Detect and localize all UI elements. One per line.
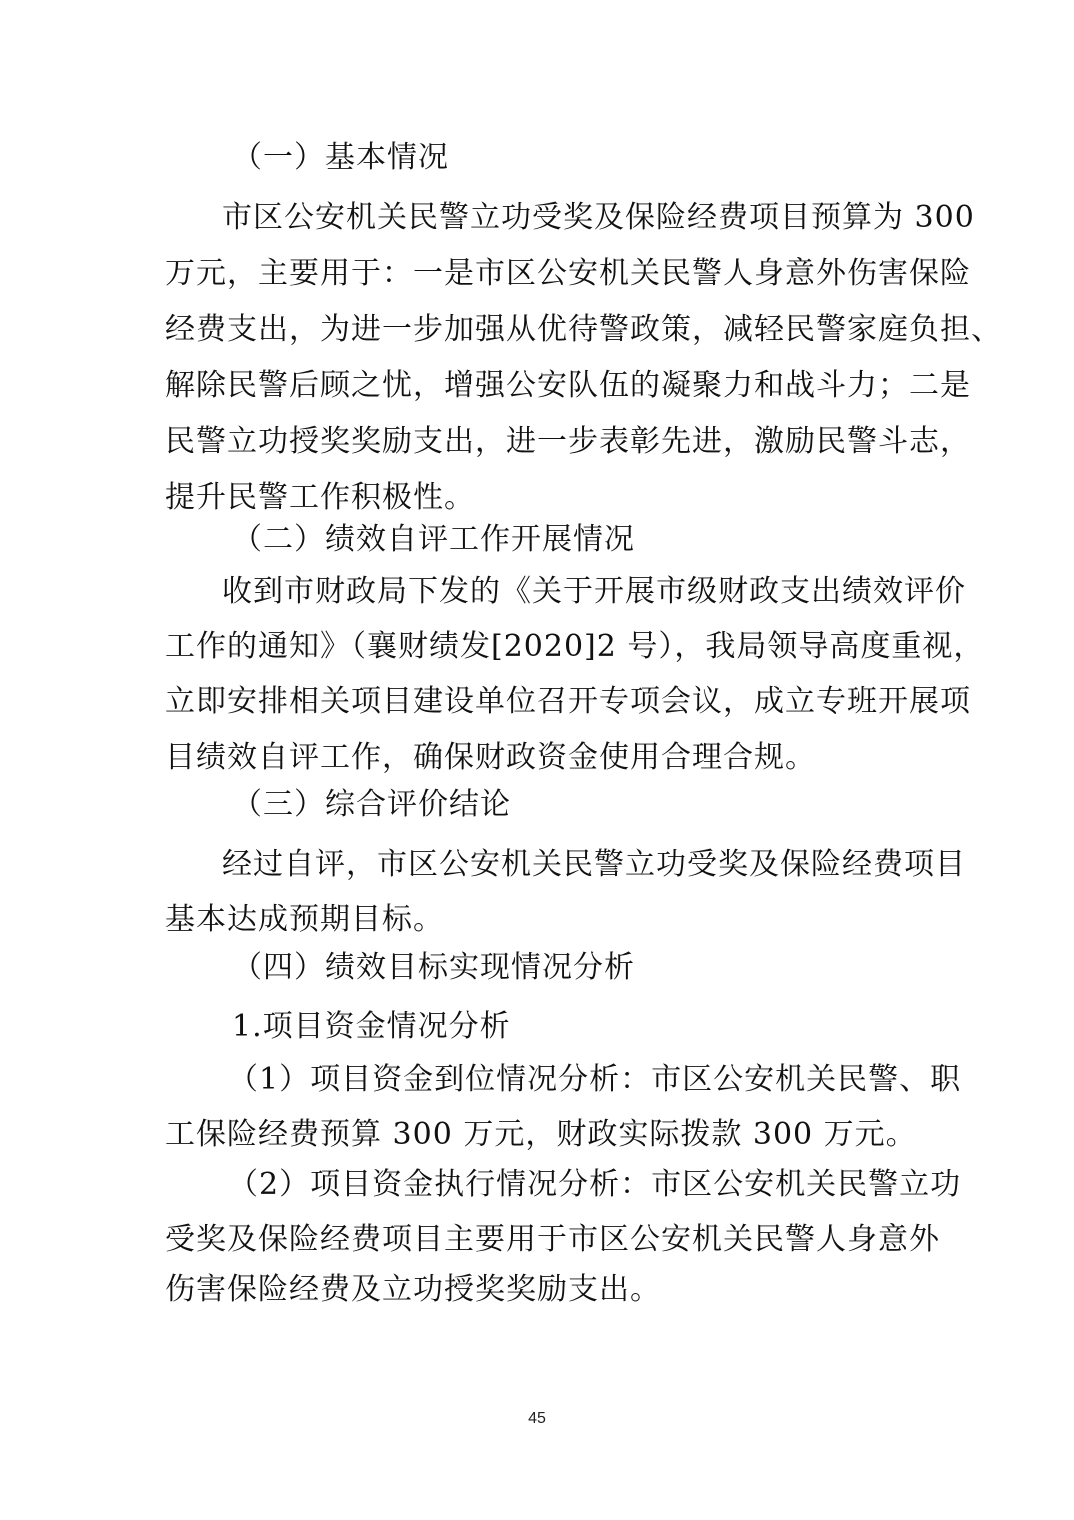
section-heading-4: （四）绩效目标实现情况分析 xyxy=(232,950,635,985)
paragraph-line: （2）项目资金执行情况分析：市区公安机关民警立功 xyxy=(228,1167,962,1202)
section-heading-2: （二）绩效自评工作开展情况 xyxy=(232,522,635,557)
paragraph-line: 受奖及保险经费项目主要用于市区公安机关民警人身意外 xyxy=(165,1222,940,1257)
paragraph-line: 基本达成预期目标。 xyxy=(165,902,444,937)
section-heading-3: （三）综合评价结论 xyxy=(232,787,511,822)
paragraph-line: 提升民警工作积极性。 xyxy=(165,480,475,515)
page-number: 45 xyxy=(528,1410,546,1427)
paragraph-line: 立即安排相关项目建设单位召开专项会议，成立专班开展项 xyxy=(165,684,971,719)
paragraph-line: 民警立功授奖奖励支出，进一步表彰先进，激励民警斗志， xyxy=(165,424,971,459)
paragraph-line: 解除民警后顾之忧，增强公安队伍的凝聚力和战斗力；二是 xyxy=(165,368,971,403)
paragraph-line: 万元，主要用于：一是市区公安机关民警人身意外伤害保险 xyxy=(165,256,971,291)
paragraph-line: 经过自评，市区公安机关民警立功受奖及保险经费项目 xyxy=(222,847,966,882)
paragraph-line: 市区公安机关民警立功受奖及保险经费项目预算为 300 xyxy=(222,200,975,235)
paragraph-line: （1）项目资金到位情况分析：市区公安机关民警、职 xyxy=(228,1062,962,1097)
paragraph-line: 工保险经费预算 300 万元，财政实际拨款 300 万元。 xyxy=(165,1117,917,1152)
paragraph-line: 目绩效自评工作，确保财政资金使用合理合规。 xyxy=(165,740,816,775)
subsection-heading: 1.项目资金情况分析 xyxy=(232,1009,511,1044)
paragraph-line: 经费支出，为进一步加强从优待警政策，减轻民警家庭负担、 xyxy=(165,312,1002,347)
section-heading-1: （一）基本情况 xyxy=(232,140,449,175)
paragraph-line: 伤害保险经费及立功授奖奖励支出。 xyxy=(165,1272,661,1307)
paragraph-line: 工作的通知》（襄财绩发[2020]2 号），我局领导高度重视， xyxy=(165,629,985,664)
paragraph-line: 收到市财政局下发的《关于开展市级财政支出绩效评价 xyxy=(222,574,966,609)
